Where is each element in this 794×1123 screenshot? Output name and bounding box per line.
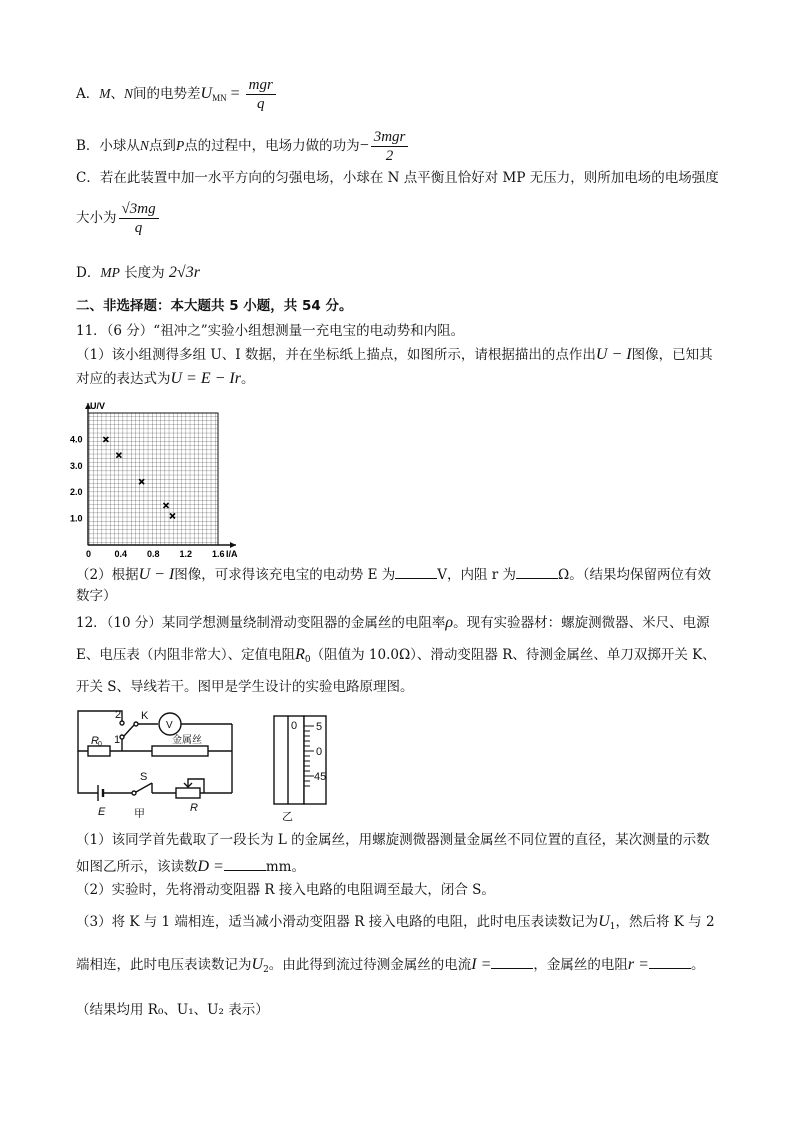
label-metal-wire: 金属丝 (172, 735, 202, 746)
q12-line3: 开关 S、导线若干。图甲是学生设计的实验电路原理图。 (76, 679, 414, 695)
q11-part1-cont: 对应的表达式为U = E − Ir。 (76, 370, 255, 387)
y-tick-label: 2.0 (70, 487, 83, 498)
x-tick-label: 0.4 (114, 549, 128, 559)
voltmeter-label: V (166, 720, 173, 731)
micrometer-diagram (268, 712, 363, 827)
q12-step1-cont: 如图乙所示，该读数D = mm。 (76, 858, 305, 875)
label-1: 1 (114, 734, 121, 746)
thimble-5: 5 (316, 721, 323, 733)
fraction-c: $\frac{√3mg}{q}$ (119, 200, 159, 237)
label-r0-sub: 0 (98, 741, 102, 748)
answer-blank-emf[interactable] (395, 564, 437, 579)
caption-yi: 乙 (282, 811, 293, 823)
q12-header: 12．（10 分）某同学想测量绕制滑动变阻器的金属丝的电阻率ρ。现有实验器材：螺旋测微器、米尺、电源 (76, 614, 710, 631)
wire-lower-left (78, 751, 98, 793)
answer-blank-diameter[interactable] (224, 856, 266, 871)
sleeve-zero: 0 (291, 720, 298, 732)
contact-2 (120, 721, 124, 725)
switch-s-contact (132, 791, 136, 795)
y-tick-label: 3.0 (70, 460, 83, 471)
x-axis-label: I/A (226, 549, 238, 559)
thimble (304, 716, 326, 804)
x-tick-label: 0 (86, 549, 92, 559)
thimble-0: 0 (316, 746, 323, 758)
chart-grid (88, 413, 218, 545)
q12-step3: （3）将 K 与 1 端相连，适当减小滑动变阻器 R 接入电路的电阻，此时电压表读数记为$U_1$，然后将 K 与 2 (76, 913, 715, 932)
label-e: E (98, 806, 106, 818)
y-axis-label: U/V (90, 401, 106, 411)
y-tick-label: 1.0 (70, 513, 83, 524)
section-heading: 二、非选择题：本大题共 5 小题，共 54 分。 (76, 298, 353, 314)
q11-header: 11．（6 分）“祖冲之”实验小组想测量一充电宝的电动势和内阻。 (76, 323, 465, 339)
q11-part1: （1）该小组测得多组 U、I 数据，并在坐标纸上描点，如图所示，请根据描出的点作出U − I图像，已知其 (76, 346, 713, 363)
caption-jia: 甲 (134, 808, 145, 818)
label-2: 2 (115, 709, 122, 721)
y-tick-label: 4.0 (70, 434, 83, 445)
q11-part2: （2）根据U − I图像，可求得该充电宝的电动势 E 为 V，内阻 r 为 Ω。（结果均保留两位有效 (76, 566, 711, 583)
label-r: R (190, 802, 198, 814)
label-k: K (141, 710, 149, 722)
q12-step1: （1）该同学首先截取了一段长为 L 的金属丝，用螺旋测微器测量金属丝不同位置的直径，某次测量的示数 (76, 832, 710, 848)
q12-line2: E、电压表（内阻非常大）、定值电阻$R_0$（阻值为 10.0Ω）、滑动变阻器 R、待测金属丝、单刀双掷开关 K、 (76, 646, 716, 665)
label-r0: R (91, 735, 99, 747)
x-axis-arrow (230, 542, 236, 548)
rheostat-r (176, 788, 200, 798)
answer-blank-current[interactable] (491, 954, 533, 969)
q11-part2-cont: 数字） (76, 588, 117, 604)
label-s: S (140, 771, 148, 783)
option-d: D．MP 长度为 2√3r (76, 264, 200, 281)
thimble-45: 45 (314, 771, 327, 783)
option-b: B．小球从N点到P点的过程中，电场力做的功为− $\frac{\text{3mgr}}{2}$ (76, 128, 410, 165)
q12-step3-cont: 端相连，此时电压表读数记为$U_2$。由此得到流过待测金属丝的电流I = ，金属丝的电阻r = 。 (76, 956, 705, 975)
answer-blank-wire-resistance[interactable] (649, 954, 691, 969)
x-tick-label: 1.6 (212, 549, 225, 559)
circuit-diagram (72, 703, 252, 818)
x-tick-label: 1.2 (179, 549, 193, 559)
fraction-a: $\frac{\text{mgr}}{q}$ (246, 76, 276, 113)
option-c-line2: 大小为 $\frac{√3mg}{q}$ (76, 200, 161, 237)
option-a: A．M、N间的电势差$U_{MN}$ = $\frac{\text{mgr}}{q}$ (76, 76, 278, 113)
u-i-chart (68, 395, 268, 560)
metal-wire-resistor (152, 746, 208, 756)
switch-s-blade (136, 783, 152, 792)
answer-blank-resistance[interactable] (516, 564, 558, 579)
x-tick-label: 0.8 (147, 549, 160, 559)
wire-left (78, 729, 88, 751)
sleeve (274, 716, 304, 804)
q12-step2: （2）实验时，先将滑动变阻器 R 接入电路的电阻调至最大，闭合 S。 (76, 882, 495, 898)
switch-k-pivot (134, 722, 138, 726)
contact-1 (120, 735, 124, 739)
fraction-b: $\frac{\text{3mgr}}{2}$ (371, 128, 409, 165)
q12-note: （结果均用 R₀、U₁、U₂ 表示） (76, 1002, 269, 1018)
switch-k-blade (124, 725, 134, 736)
option-c-line1: C．若在此装置中加一水平方向的匀强电场，小球在 N 点平衡且恰好对 MP 无压力，则所加电场的电场强度 (76, 170, 719, 186)
